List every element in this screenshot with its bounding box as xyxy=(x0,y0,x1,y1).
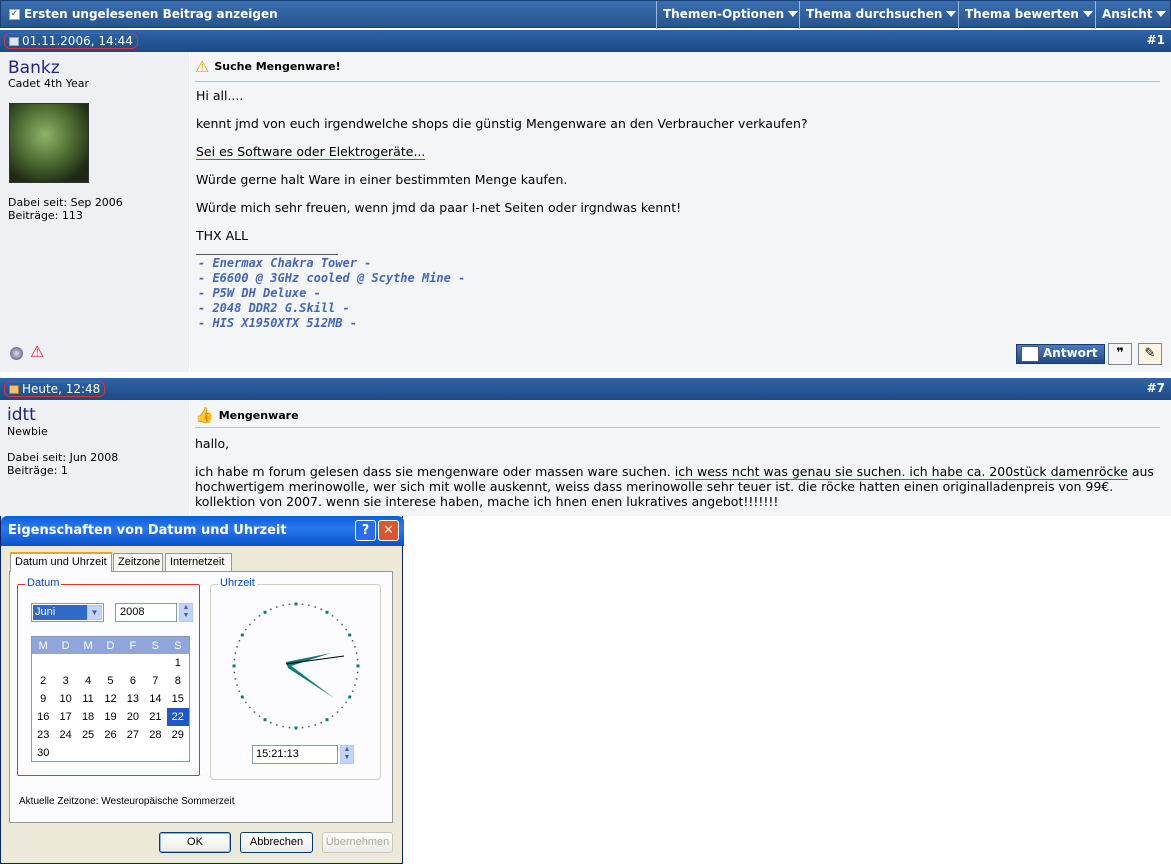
minute-mark xyxy=(289,727,291,729)
first-unread-link[interactable] xyxy=(9,7,278,21)
signature-line: - Enermax Chakra Tower - xyxy=(198,256,372,270)
checkbox-icon: ✓ xyxy=(10,8,19,19)
calendar-day[interactable]: 19 xyxy=(104,711,117,723)
message-line: Würde mich sehr freuen, wenn jmd da paar I-net Seiten oder irgndwas kennt! xyxy=(196,200,682,215)
hour-mark xyxy=(326,611,329,614)
clock-ticks xyxy=(233,603,360,730)
divider xyxy=(195,427,1160,428)
calendar-day[interactable]: 30 xyxy=(37,747,50,759)
hour-mark xyxy=(241,696,244,699)
user-stats xyxy=(7,451,118,477)
minute-mark xyxy=(235,652,237,654)
chevron-down-icon: ▼ xyxy=(87,605,102,620)
minute-mark xyxy=(254,711,256,713)
thread-search-label: Thema durchsuchen xyxy=(806,7,943,21)
message-line: Würde gerne halt Ware in einer bestimmten Menge kaufen. xyxy=(196,172,568,187)
join-date: Dabei seit: Sep 2006 xyxy=(8,196,123,209)
divider xyxy=(195,81,1160,82)
minute-mark xyxy=(236,646,238,648)
thread-rate-label: Thema bewerten xyxy=(965,7,1079,21)
minute-mark xyxy=(235,678,237,680)
post-header xyxy=(0,378,1171,400)
minute-mark xyxy=(356,678,358,680)
thread-options-menu[interactable] xyxy=(656,1,799,29)
apply-button[interactable]: Übernehmen xyxy=(322,832,393,853)
calendar-day[interactable]: 8 xyxy=(174,675,181,687)
post-title xyxy=(195,406,299,424)
post-title-text: Mengenware xyxy=(218,408,299,422)
spin-up-icon[interactable]: ▲ xyxy=(343,746,351,753)
hour-mark xyxy=(326,718,329,721)
minute-mark xyxy=(276,724,278,726)
minute-mark xyxy=(245,629,247,631)
weekday-label: M xyxy=(38,639,48,652)
tab-date-time[interactable]: Datum und Uhrzeit xyxy=(10,552,112,572)
weekday-label: D xyxy=(106,639,115,652)
calendar-empty-cell xyxy=(32,654,54,672)
hour-mark xyxy=(348,634,351,637)
post-date-text: 01.11.2006, 14:44 xyxy=(22,34,133,48)
tab-internet-time[interactable]: Internetzeit xyxy=(165,553,232,572)
spin-up-icon[interactable]: ▲ xyxy=(182,604,190,611)
post-title xyxy=(195,57,341,76)
calendar-day[interactable]: 12 xyxy=(104,693,117,705)
hour-mark xyxy=(233,665,236,668)
calendar-days xyxy=(32,654,189,762)
cancel-button[interactable]: Abbrechen xyxy=(240,832,313,853)
calendar-day[interactable]: 20 xyxy=(126,711,140,723)
calendar-empty-cell xyxy=(77,654,99,672)
minute-mark xyxy=(259,615,261,617)
message-line xyxy=(195,464,1154,479)
post-number-link[interactable]: #7 xyxy=(1146,381,1165,395)
minute-mark xyxy=(308,726,310,728)
calendar-day[interactable]: 11 xyxy=(82,693,94,705)
minute-mark xyxy=(270,609,272,611)
reply-button[interactable] xyxy=(1016,344,1105,364)
report-post-icon[interactable]: ⚠ xyxy=(30,342,45,361)
dropdown-arrow-icon xyxy=(788,11,798,17)
calendar-day[interactable]: 24 xyxy=(59,729,72,741)
dropdown-arrow-icon xyxy=(1156,11,1166,17)
post-message xyxy=(190,52,1171,372)
calendar-empty-cell xyxy=(99,654,121,672)
message-line: hallo, xyxy=(195,436,230,451)
view-label: Ansicht xyxy=(1102,7,1153,21)
weekday-label: M xyxy=(83,639,93,652)
calendar-day[interactable]: 21 xyxy=(149,711,162,723)
calendar-empty-cell xyxy=(122,654,144,672)
minute-mark xyxy=(239,640,241,642)
post-number-link[interactable]: #1 xyxy=(1146,33,1165,47)
calendar-day[interactable]: 23 xyxy=(37,729,50,741)
minute-mark xyxy=(236,684,238,686)
minute-mark xyxy=(308,605,310,607)
message-line: kollektion von 2007. wenn sie interese haben, mache ich hnen enen lukratives angebot!!!!!!! xyxy=(195,494,779,509)
signature-line: - E6600 @ 3GHz cooled @ Scythe Mine - xyxy=(198,271,466,285)
minute-mark xyxy=(254,619,256,621)
thread-toolbar xyxy=(0,0,1171,28)
view-menu[interactable] xyxy=(1095,1,1171,29)
calendar-day[interactable]: 2 xyxy=(40,675,47,687)
quote-icon: ❞ xyxy=(1116,346,1124,361)
dialog-title-bar xyxy=(1,516,404,546)
minute-mark xyxy=(345,629,347,631)
username-link[interactable]: idtt xyxy=(7,405,36,425)
minute-mark xyxy=(345,702,347,704)
minute-mark xyxy=(332,715,334,717)
year-field[interactable]: 2008 xyxy=(115,603,177,622)
minute-mark xyxy=(259,715,261,717)
signature-divider xyxy=(196,254,338,255)
post-date xyxy=(4,33,138,49)
calendar-day[interactable]: 9 xyxy=(40,693,47,705)
minute-mark xyxy=(249,707,251,709)
calendar-day[interactable]: 4 xyxy=(85,675,92,687)
month-value: Juni xyxy=(33,605,87,620)
analog-clock xyxy=(226,598,366,734)
minute-mark xyxy=(245,702,247,704)
message-line: THX ALL xyxy=(196,228,249,243)
avatar xyxy=(9,103,89,183)
minute-mark xyxy=(314,606,316,608)
hour-mark xyxy=(295,727,298,730)
hour-mark xyxy=(357,665,360,668)
minute-mark xyxy=(314,724,316,726)
minute-mark xyxy=(302,604,304,606)
weekday-label: S xyxy=(174,639,182,652)
minute-mark xyxy=(289,604,291,606)
thread-search-menu[interactable] xyxy=(799,1,958,29)
minute-mark xyxy=(354,684,356,686)
time-group-label: Uhrzeit xyxy=(220,577,255,589)
calendar xyxy=(31,636,190,762)
calendar-day[interactable]: 1 xyxy=(174,657,181,669)
thread-rate-menu[interactable] xyxy=(958,1,1095,29)
join-date: Dabei seit: Jun 2008 xyxy=(7,451,119,464)
calendar-day[interactable]: 6 xyxy=(129,675,136,687)
calendar-day[interactable]: 3 xyxy=(62,675,69,687)
username-link[interactable]: Bankz xyxy=(8,58,60,78)
user-rank: Newbie xyxy=(7,425,48,438)
warning-icon: ⚠ xyxy=(195,57,210,76)
dropdown-arrow-icon xyxy=(946,11,956,17)
minute-mark xyxy=(352,640,354,642)
spin-down-icon[interactable]: ▼ xyxy=(343,754,351,761)
minute-mark xyxy=(276,606,278,608)
calendar-day[interactable]: 17 xyxy=(59,711,72,723)
user-rank: Cadet 4th Year xyxy=(8,77,90,90)
calendar-day[interactable]: 27 xyxy=(126,729,140,741)
minute-mark xyxy=(239,690,241,692)
minute-mark xyxy=(341,707,343,709)
post-count: Beiträge: 1 xyxy=(7,464,68,477)
calendar-day[interactable]: 15 xyxy=(171,693,184,705)
calendar-empty-cell xyxy=(54,654,76,672)
user-stats xyxy=(8,196,123,222)
calendar-day[interactable]: 14 xyxy=(149,693,162,705)
tab-timezone[interactable]: Zeitzone xyxy=(113,553,163,572)
post-read-icon xyxy=(9,37,19,46)
minute-mark xyxy=(302,727,304,729)
year-spinner[interactable] xyxy=(179,603,193,622)
dialog-title: Eigenschaften von Datum und Uhrzeit xyxy=(8,523,287,538)
minute-mark xyxy=(341,624,343,626)
hour-hand xyxy=(286,662,334,698)
calendar-day[interactable]: 29 xyxy=(171,729,184,741)
minute-mark xyxy=(337,711,339,713)
hour-mark xyxy=(264,611,267,614)
minute-mark xyxy=(282,605,284,607)
calendar-day[interactable]: 28 xyxy=(149,729,162,741)
time-spinner[interactable] xyxy=(340,745,354,764)
thumbs-up-icon: 👍 xyxy=(195,406,214,424)
minute-mark xyxy=(320,609,322,611)
calendar-day[interactable]: 16 xyxy=(37,711,50,723)
dropdown-arrow-icon xyxy=(1083,11,1093,17)
calendar-day[interactable]: 18 xyxy=(81,711,95,723)
reply-icon xyxy=(1021,346,1039,362)
post-new-icon xyxy=(9,385,19,394)
time-field[interactable]: 15:21:13 xyxy=(252,745,338,764)
offline-status-icon xyxy=(10,347,23,360)
minute-mark xyxy=(352,690,354,692)
current-timezone-label: Aktuelle Zeitzone: Westeuropäische Sommerzeit xyxy=(19,796,235,807)
spin-down-icon[interactable]: ▼ xyxy=(182,612,190,619)
message-text: ich habe m forum gelesen dass sie mengenware oder massen ware suchen. xyxy=(195,464,675,479)
message-text: aus xyxy=(1127,464,1154,479)
calendar-day[interactable]: 26 xyxy=(104,729,117,741)
weekday-label: F xyxy=(129,639,137,652)
minute-mark xyxy=(357,659,359,661)
hour-mark xyxy=(241,634,244,637)
signature-line: - HIS X1950XTX 512MB - xyxy=(198,316,357,330)
post-date xyxy=(4,381,105,397)
message-line-highlighted: Sei es Software oder Elektrogeräte... xyxy=(196,144,426,159)
edit-button[interactable] xyxy=(1138,343,1162,365)
signature-line: - P5W DH Deluxe - xyxy=(198,286,321,300)
signature xyxy=(198,256,465,331)
reply-label: Antwort xyxy=(1043,346,1098,360)
date-group-label: Datum xyxy=(27,577,60,589)
calendar-day[interactable]: 13 xyxy=(126,693,140,705)
post-date-text: Heute, 12:48 xyxy=(22,382,101,396)
message-line: hochwertigem merinowolle, wer sich mit wolle auskennt, weiss dass merinowolle sehr teuer ist. die röcke hatten einen originalladenpreis von 99€. xyxy=(195,479,1114,494)
message-line: kennt jmd von euch irgendwelche shops die günstig Mengenware an den Verbraucher verkaufen? xyxy=(196,116,808,131)
minute-mark xyxy=(357,672,359,674)
quote-button[interactable] xyxy=(1108,343,1132,365)
month-select[interactable] xyxy=(31,603,104,622)
post-message xyxy=(190,400,1171,516)
minute-mark xyxy=(337,619,339,621)
minute-mark xyxy=(270,722,272,724)
minute-mark xyxy=(234,659,236,661)
user-info-panel xyxy=(0,400,190,516)
calendar-empty-cell xyxy=(144,654,166,672)
minute-hand xyxy=(286,653,331,667)
minute-mark xyxy=(282,726,284,728)
minute-mark xyxy=(320,722,322,724)
weekday-label: S xyxy=(151,639,160,652)
minute-mark xyxy=(332,615,334,617)
minute-mark xyxy=(354,646,356,648)
calendar-day[interactable]: 22 xyxy=(167,708,189,726)
calendar-day[interactable]: 5 xyxy=(107,675,114,687)
close-icon[interactable]: ✕ xyxy=(378,520,399,541)
signature-line: - 2048 DDR2 G.Skill - xyxy=(198,301,350,315)
hour-mark xyxy=(295,603,298,606)
post-title-text: Suche Mengenware! xyxy=(214,60,341,73)
hour-mark xyxy=(264,718,267,721)
minute-mark xyxy=(234,672,236,674)
minute-mark xyxy=(249,624,251,626)
minute-mark xyxy=(356,652,358,654)
weekday-label: D xyxy=(61,639,70,652)
calendar-weekdays xyxy=(32,637,189,654)
edit-icon: ✎ xyxy=(1144,346,1156,361)
ok-button[interactable]: OK xyxy=(159,832,231,853)
calendar-day[interactable]: 10 xyxy=(59,693,72,705)
calendar-day[interactable]: 7 xyxy=(152,675,159,687)
message-text-highlighted: ich wess ncht was genau sie suchen. ich habe ca. 200stück damenröcke xyxy=(674,464,1128,479)
hour-mark xyxy=(348,696,351,699)
post-header xyxy=(0,30,1171,52)
thread-options-label: Themen-Optionen xyxy=(663,7,785,21)
first-unread-label: Ersten ungelesenen Beitrag anzeigen xyxy=(24,7,278,21)
calendar-day[interactable]: 25 xyxy=(81,729,95,741)
user-info-panel xyxy=(0,52,190,372)
message-line: Hi all.... xyxy=(196,88,244,103)
help-icon[interactable]: ? xyxy=(355,520,376,541)
post-count: Beiträge: 113 xyxy=(8,209,83,222)
